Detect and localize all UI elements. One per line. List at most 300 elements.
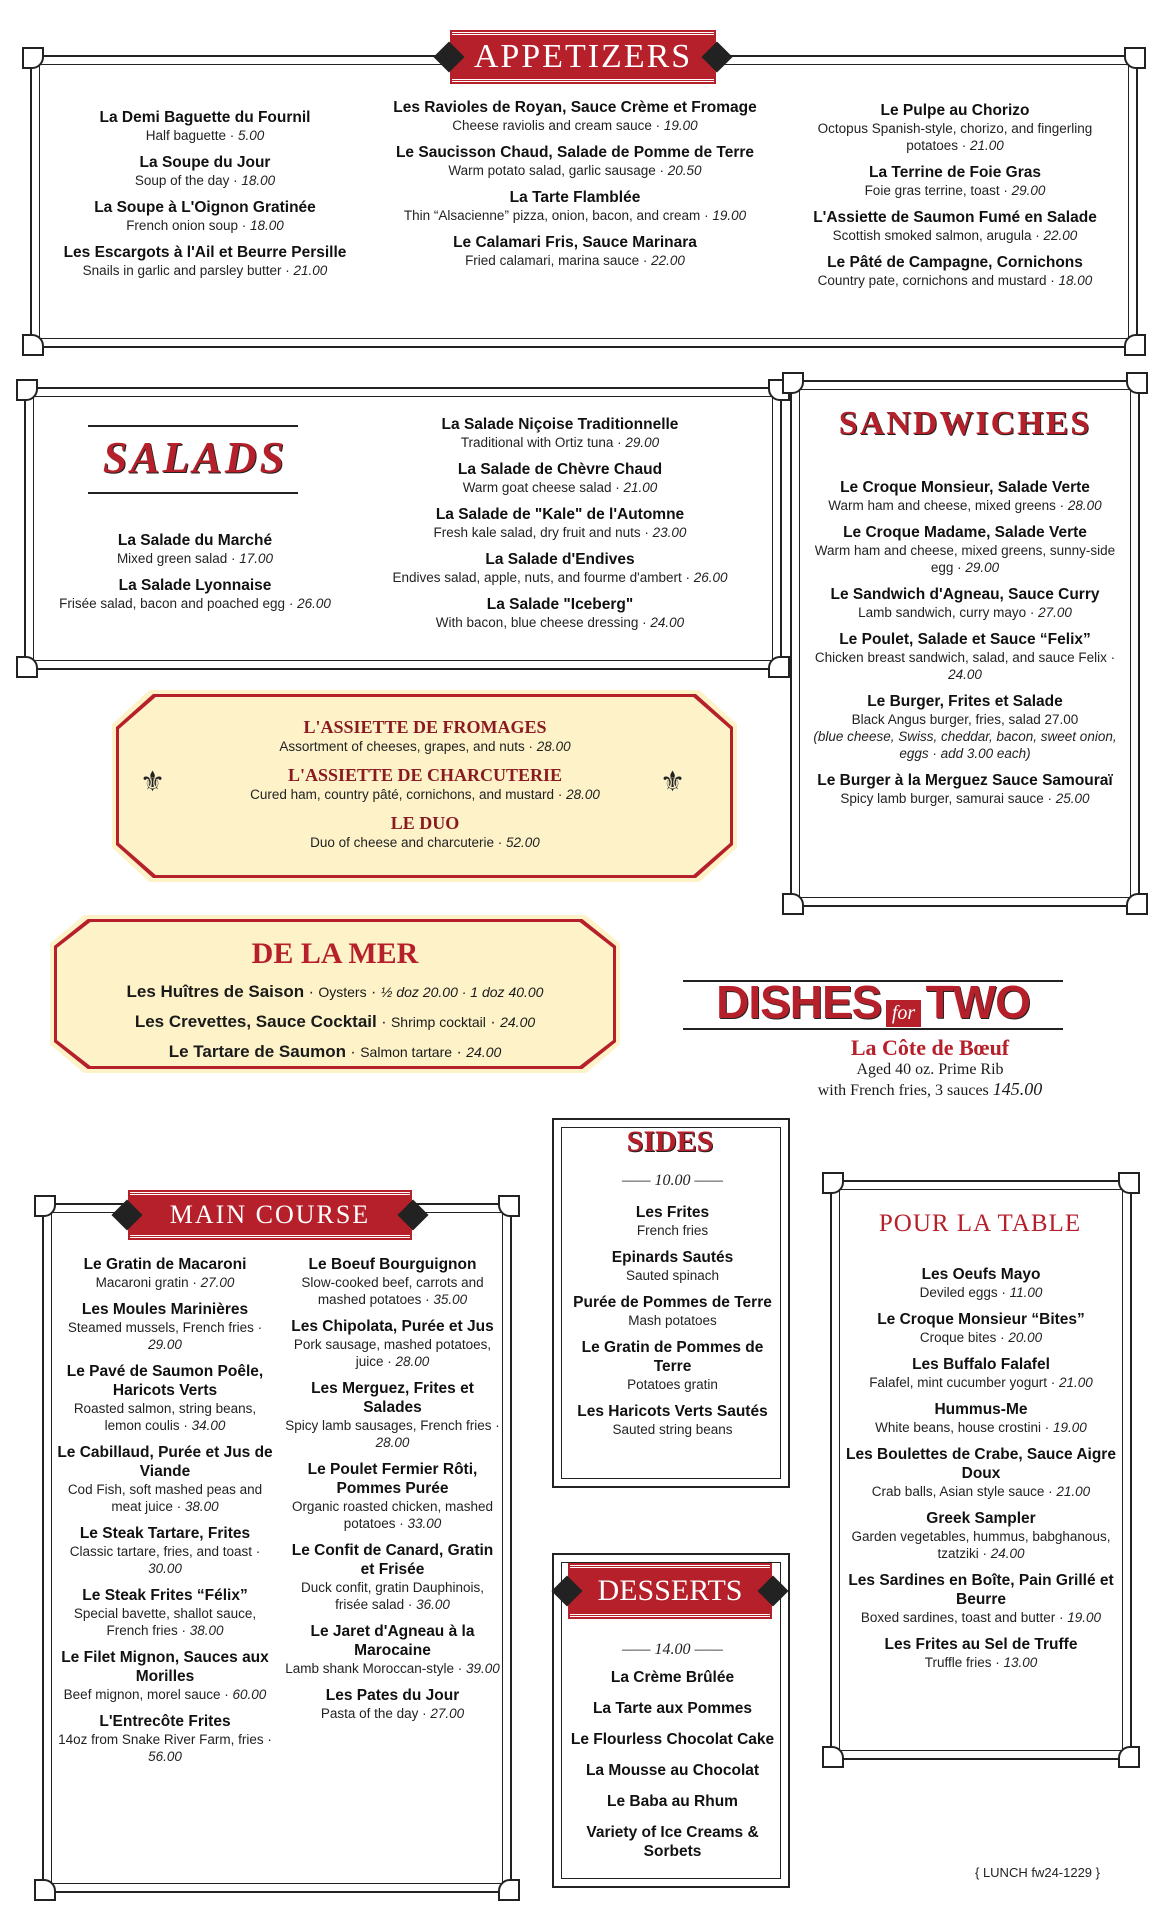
item-desc: French onion soup <box>126 218 239 233</box>
item-desc: Country pate, cornichons and mustard <box>817 273 1047 288</box>
menu-item <box>810 630 1120 683</box>
sides-title: SIDES <box>626 1125 714 1158</box>
item-desc-line: Slow-cooked beef, carrots and mashed potatoes · 35.00 <box>301 1275 484 1307</box>
item-name: Le Pulpe au Chorizo <box>880 102 1030 119</box>
menu-item <box>55 1443 275 1515</box>
item-desc-line: Steamed mussels, French fries · 29.00 <box>67 1320 263 1352</box>
item-desc: Pork sausage, mashed potatoes, juice <box>293 1337 492 1369</box>
item-desc: Cheese raviolis and cream sauce <box>452 118 652 133</box>
item-price: 28.00 <box>1067 498 1102 513</box>
menu-item <box>380 233 770 269</box>
item-price: 19.00 <box>663 118 698 133</box>
sandwiches-list <box>810 478 1120 816</box>
corner-ornament <box>1124 334 1146 356</box>
item-price: 30.00 <box>148 1561 182 1576</box>
item-name: Le Pavé de Saumon Poêle, Haricots Verts <box>66 1363 264 1399</box>
desserts-price: —— 14.00 —— <box>622 1641 723 1658</box>
menu-item <box>565 1203 780 1239</box>
menu-item <box>845 1445 1117 1500</box>
item-desc: Octopus Spanish-style, chorizo, and fingerling potatoes <box>817 121 1093 153</box>
item-desc-line: Warm ham and cheese, mixed greens, sunny-side egg · 29.00 <box>814 543 1116 575</box>
item-desc: Spicy lamb sausages, French fries <box>285 1418 492 1433</box>
item-price: 24.00 <box>990 1546 1025 1561</box>
item-desc: Deviled eggs <box>919 1285 998 1300</box>
dishes-price: 145.00 <box>992 1079 1043 1099</box>
menu-item <box>355 595 765 631</box>
main-course-col-left <box>55 1255 275 1774</box>
item-name: Les Boulettes de Crabe, Sauce Aigre Doux <box>846 1446 1116 1482</box>
item-desc: Falafel, mint cucumber yogurt <box>869 1375 1048 1390</box>
corner-ornament <box>34 1195 56 1217</box>
menu-item <box>790 101 1120 154</box>
sandwiches-title: SANDWICHES <box>838 405 1092 442</box>
item-name: L'ASSIETTE DE FROMAGES <box>303 717 547 737</box>
item-price: 34.00 <box>191 1418 226 1433</box>
item-name: Les Pates du Jour <box>325 1687 460 1704</box>
item-desc: Boxed sardines, toast and butter <box>860 1610 1056 1625</box>
menu-item <box>50 576 340 612</box>
item-price: 24.00 <box>650 615 685 630</box>
item-desc-line: With bacon, blue cheese dressing · 24.00 <box>435 615 685 630</box>
corner-ornament <box>16 379 38 401</box>
appetizers-title: APPETIZERS <box>452 32 714 82</box>
item-price: 27.00 <box>200 1275 235 1290</box>
item-name: Greek Sampler <box>926 1510 1036 1527</box>
item-name: Le Croque Monsieur “Bites” <box>877 1311 1085 1328</box>
item-desc: Soup of the day <box>134 173 230 188</box>
item-price: 21.00 <box>293 263 328 278</box>
item-desc-line: Classic tartare, fries, and toast · 30.00 <box>69 1544 261 1576</box>
item-desc: Endives salad, apple, nuts, and fourme d'ambert <box>392 570 682 585</box>
dishes-desc-2: with French fries, 3 sauces <box>817 1082 989 1099</box>
item-name: Le Baba au Rhum <box>607 1793 738 1810</box>
item-name: La Salade du Marché <box>117 532 273 549</box>
menu-item <box>355 550 765 586</box>
item-desc-line: Crab balls, Asian style sauce · 21.00 <box>871 1484 1091 1499</box>
item-desc-line: Cured ham, country pâté, cornichons, and mustard · 28.00 <box>250 787 600 802</box>
item-desc: Warm ham and cheese, mixed greens, sunny-side egg <box>814 543 1116 575</box>
menu-item <box>845 1635 1117 1671</box>
item-price: 22.00 <box>1043 228 1078 243</box>
item-name: LE DUO <box>390 813 460 833</box>
item-desc: Roasted salmon, string beans, lemon coulis <box>73 1401 257 1433</box>
item-price: 60.00 <box>232 1687 267 1702</box>
corner-ornament <box>782 893 804 915</box>
item-price: 21.00 <box>1056 1484 1091 1499</box>
item-desc-line: Duck confit, gratin Dauphinois, frisée salad · 36.00 <box>300 1580 485 1612</box>
item-name: Le Steak Tartare, Frites <box>79 1525 251 1542</box>
item-name: Le Filet Mignon, Sauces aux Morilles <box>61 1649 269 1685</box>
item-desc-line: Croque bites · 20.00 <box>919 1330 1043 1345</box>
item-name: Le Sandwich d'Agneau, Sauce Curry <box>830 586 1100 603</box>
menu-item <box>565 1248 780 1284</box>
item-name: Les Sardines en Boîte, Pain Grillé et Beurre <box>848 1572 1114 1608</box>
menu-item <box>565 1730 780 1749</box>
item-price: 26.00 <box>693 570 728 585</box>
item-desc: Warm ham and cheese, mixed greens <box>828 498 1056 513</box>
item-desc-line: White beans, house crostini · 19.00 <box>875 1420 1087 1435</box>
item-name: Le Burger à la Merguez Sauce Samouraï <box>817 772 1113 789</box>
menu-item <box>200 764 650 803</box>
item-price: 11.00 <box>1009 1285 1043 1300</box>
item-desc: Beef mignon, morel sauce <box>63 1687 221 1702</box>
item-desc: Duck confit, gratin Dauphinois, frisée salad <box>300 1580 485 1612</box>
item-desc: Lamb shank Moroccan-style <box>285 1661 455 1676</box>
dishes-title-b: TWO <box>925 976 1030 1028</box>
item-desc: Traditional with Ortiz tuna <box>460 435 614 450</box>
corner-ornament <box>1124 47 1146 69</box>
item-desc: Scottish smoked salmon, arugula <box>832 228 1032 243</box>
item-name: Le Saucisson Chaud, Salade de Pomme de Terre <box>395 144 755 161</box>
item-name: La Demi Baguette du Fournil <box>99 109 311 126</box>
item-name: La Mousse au Chocolat <box>585 1762 760 1779</box>
item-price: 24.00 <box>466 1044 502 1060</box>
menu-item <box>810 523 1120 576</box>
footer-code: { LUNCH fw24-1229 } <box>974 1865 1100 1880</box>
item-desc-line: Assortment of cheeses, grapes, and nuts · 28.00 <box>279 739 571 754</box>
item-price: 38.00 <box>189 1623 224 1638</box>
item-desc: Slow-cooked beef, carrots and mashed potatoes <box>301 1275 484 1307</box>
item-price: 56.00 <box>148 1749 182 1764</box>
menu-item <box>50 531 340 567</box>
item-price: 24.00 <box>500 1014 536 1030</box>
menu-item <box>285 1622 500 1677</box>
item-desc-line: Boxed sardines, toast and butter · 19.00 <box>860 1610 1102 1625</box>
item-name: Hummus-Me <box>934 1401 1028 1418</box>
menu-item <box>355 460 765 496</box>
menu-item <box>845 1400 1117 1436</box>
item-name: Le Gratin de Pommes de Terre <box>581 1339 764 1375</box>
appetizers-col-3 <box>790 101 1120 298</box>
item-desc: Organic roasted chicken, mashed potatoes <box>291 1499 494 1531</box>
item-desc: Frisée salad, bacon and poached egg <box>59 596 286 611</box>
corner-ornament <box>16 656 38 678</box>
item-price: 20.00 <box>1008 1330 1043 1345</box>
item-price: 17.00 <box>239 551 274 566</box>
item-desc-line: Special bavette, shallot sauce, French fries · 38.00 <box>73 1606 257 1638</box>
item-desc: Mash potatoes <box>628 1313 717 1328</box>
item-desc: Pasta of the day <box>320 1706 419 1721</box>
menu-item <box>50 108 360 144</box>
corner-ornament <box>768 656 790 678</box>
item-desc-line: Pork sausage, mashed potatoes, juice · 28.00 <box>293 1337 492 1369</box>
item-price: 29.00 <box>625 435 660 450</box>
item-desc: Mixed green salad <box>116 551 228 566</box>
item-price: 22.00 <box>651 253 685 268</box>
item-name: Le Flourless Chocolat Cake <box>570 1731 775 1748</box>
item-name: La Salade de Chèvre Chaud <box>457 461 663 478</box>
item-desc-line: Fresh kale salad, dry fruit and nuts · 23.00 <box>433 525 687 540</box>
item-name: L'ASSIETTE DE CHARCUTERIE <box>287 765 563 785</box>
item-desc: Oysters <box>318 984 367 1000</box>
item-desc-line <box>565 1376 780 1393</box>
item-desc: Cured ham, country pâté, cornichons, and mustard <box>250 787 555 802</box>
item-price: 26.00 <box>297 596 331 611</box>
item-desc: Macaroni gratin <box>95 1275 189 1290</box>
item-price: 21.00 <box>1059 1375 1093 1390</box>
item-price: 20.50 <box>667 163 702 178</box>
menu-item <box>565 1668 780 1687</box>
menu-item <box>355 415 765 451</box>
menu-item <box>50 153 360 189</box>
salads-title: SALADS <box>102 433 288 482</box>
dishes-item-name: La Côte de Bœuf <box>850 1035 1010 1060</box>
item-name: Epinards Sautés <box>611 1249 734 1266</box>
item-desc-line: Soup of the day · 18.00 <box>134 173 276 188</box>
item-price: 29.00 <box>1011 183 1046 198</box>
pour-la-table-title: POUR LA TABLE <box>878 1210 1082 1237</box>
item-price: 25.00 <box>1055 791 1090 806</box>
item-price: 13.00 <box>1003 1655 1038 1670</box>
dishes-desc-1: Aged 40 oz. Prime Rib <box>856 1061 1004 1078</box>
item-name: Le Calamari Fris, Sauce Marinara <box>453 234 697 251</box>
salads-col-left <box>50 531 340 621</box>
item-name: Le Burger, Frites et Salade <box>867 693 1063 710</box>
item-price: 35.00 <box>433 1292 468 1307</box>
item-desc: Potatoes gratin <box>627 1377 718 1392</box>
item-name: Le Poulet Fermier Rôti, Pommes Purée <box>307 1461 478 1497</box>
menu-item <box>810 692 1120 762</box>
corner-ornament <box>1126 372 1148 394</box>
item-price: 5.00 <box>238 128 265 143</box>
item-name: La Soupe du Jour <box>139 154 271 171</box>
item-name: La Tarte aux Pommes <box>592 1700 753 1717</box>
item-price: 29.00 <box>148 1337 182 1352</box>
sides-price: —— 10.00 —— <box>622 1172 723 1189</box>
item-name: La Crème Brûlée <box>610 1669 735 1686</box>
corner-ornament <box>498 1879 520 1901</box>
item-desc-line: Traditional with Ortiz tuna · 29.00 <box>460 435 660 450</box>
menu-item <box>285 1255 500 1308</box>
main-course-title: MAIN COURSE <box>130 1192 410 1238</box>
item-name: Variety of Ice Creams & Sorbets <box>586 1824 759 1860</box>
item-price: 21.00 <box>623 480 658 495</box>
salads-col-right <box>355 415 765 640</box>
item-desc-line: Frisée salad, bacon and poached egg · 26.00 <box>59 596 331 611</box>
item-desc-line: Pasta of the day · 27.00 <box>320 1706 465 1721</box>
corner-ornament <box>22 334 44 356</box>
item-desc: Half baguette <box>145 128 227 143</box>
item-desc-line: Cheese raviolis and cream sauce · 19.00 <box>452 118 698 133</box>
item-price: 27.00 <box>430 1706 465 1721</box>
item-name: Les Escargots à l'Ail et Beurre Persille <box>63 244 347 261</box>
menu-item <box>845 1571 1117 1626</box>
menu-item <box>810 478 1120 514</box>
item-desc: 14oz from Snake River Farm, fries <box>58 1732 264 1747</box>
item-name: Les Oeufs Mayo <box>921 1266 1041 1283</box>
menu-item <box>55 1524 275 1577</box>
dishes-desc-line <box>760 1079 1100 1100</box>
dishes-title-a: DISHES <box>716 976 882 1028</box>
corner-ornament <box>822 1746 844 1768</box>
item-name: Les Huîtres de Saison <box>126 982 305 1001</box>
item-desc: Warm goat cheese salad <box>462 480 612 495</box>
item-name: Le Pâté de Campagne, Cornichons <box>827 254 1083 271</box>
menu-item: Le Tartare de Saumon · Salmon tartare · 24.00 <box>168 1042 502 1061</box>
item-name: Le Boeuf Bourguignon <box>308 1256 477 1273</box>
item-name: Le Cabillaud, Purée et Jus de Viande <box>57 1444 273 1480</box>
item-name: La Salade de "Kale" de l'Automne <box>435 506 685 523</box>
menu-item <box>200 812 650 851</box>
dishes-two-body <box>760 1035 1100 1100</box>
menu-item <box>810 585 1120 621</box>
item-name: Le Poulet, Salade et Sauce “Felix” <box>839 631 1091 648</box>
item-desc: Croque bites <box>919 1330 997 1345</box>
item-price: 28.00 <box>536 739 571 754</box>
item-desc: Lamb sandwich, curry mayo <box>858 605 1027 620</box>
item-price: 21.00 <box>970 138 1004 153</box>
item-price: 39.00 <box>466 1661 500 1676</box>
item-name: Les Frites au Sel de Truffe <box>884 1636 1078 1653</box>
corner-ornament <box>22 47 44 69</box>
menu-item <box>285 1317 500 1370</box>
item-name: Le Jaret d'Agneau à la Marocaine <box>310 1623 475 1659</box>
item-desc-line: Warm ham and cheese, mixed greens · 28.00 <box>828 498 1102 513</box>
item-name: La Soupe à L'Oignon Gratinée <box>94 199 316 216</box>
item-desc-line: Spicy lamb sausages, French fries · 28.00 <box>285 1418 500 1450</box>
item-desc-line: Roasted salmon, string beans, lemon coulis · 34.00 <box>73 1401 257 1433</box>
item-desc-line <box>565 1312 780 1329</box>
item-name: La Salade Niçoise Traditionnelle <box>441 416 679 433</box>
item-desc-line: Organic roasted chicken, mashed potatoes · 33.00 <box>291 1499 494 1531</box>
mer-list <box>70 982 600 1072</box>
item-desc-line <box>810 711 1120 728</box>
item-name: L'Entrecôte Frites <box>99 1713 231 1730</box>
corner-ornament <box>1118 1172 1140 1194</box>
desserts-price-value: 14.00 <box>654 1641 691 1658</box>
menu-item <box>790 163 1120 199</box>
menu-item <box>380 98 770 134</box>
menu-item <box>565 1792 780 1811</box>
item-desc: Crab balls, Asian style sauce <box>871 1484 1045 1499</box>
menu-item <box>55 1586 275 1639</box>
item-desc: Spicy lamb burger, samurai sauce <box>840 791 1044 806</box>
dishes-title-for: for <box>886 1000 921 1027</box>
item-price: 29.00 <box>965 560 1000 575</box>
menu-item: Les Huîtres de Saison · Oysters · ½ doz 20.00 · 1 doz 40.00 <box>126 982 544 1001</box>
item-desc: Chicken breast sandwich, salad, and sauce Felix <box>814 650 1107 665</box>
item-name: Les Crevettes, Sauce Cocktail <box>134 1012 377 1031</box>
item-desc-line: Foie gras terrine, toast · 29.00 <box>864 183 1046 198</box>
item-name: Les Chipolata, Purée et Jus <box>291 1318 494 1335</box>
corner-ornament <box>822 1172 844 1194</box>
item-name: La Salade "Iceberg" <box>486 596 634 613</box>
menu-item <box>380 143 770 179</box>
item-name: Purée de Pommes de Terre <box>573 1294 772 1311</box>
item-price: 19.00 <box>1067 1610 1102 1625</box>
corner-ornament <box>34 1879 56 1901</box>
item-desc: Classic tartare, fries, and toast <box>69 1544 253 1559</box>
menu-item <box>845 1355 1117 1391</box>
item-desc-line: Warm goat cheese salad · 21.00 <box>462 480 658 495</box>
item-price: 24.00 <box>948 667 982 682</box>
item-desc: Foie gras terrine, toast <box>864 183 1000 198</box>
menu-item <box>790 253 1120 289</box>
item-desc-line: Octopus Spanish-style, chorizo, and fingerling potatoes · 21.00 <box>817 121 1093 153</box>
item-name: Le Steak Frites “Félix” <box>82 1587 248 1604</box>
desserts-list <box>565 1668 780 1873</box>
item-desc-line: Falafel, mint cucumber yogurt · 21.00 <box>869 1375 1093 1390</box>
item-name: La Terrine de Foie Gras <box>869 164 1041 181</box>
menu-item <box>565 1402 780 1438</box>
corner-ornament <box>782 372 804 394</box>
item-name: Les Moules Marinières <box>81 1301 249 1318</box>
menu-item <box>810 771 1120 807</box>
item-price: 36.00 <box>416 1597 450 1612</box>
item-desc-line: Chicken breast sandwich, salad, and sauce Felix · 24.00 <box>814 650 1116 682</box>
menu-item <box>285 1379 500 1451</box>
menu-item <box>380 188 770 224</box>
item-desc-line <box>565 1267 780 1284</box>
item-price: 18.00 <box>250 218 284 233</box>
appetizers-col-2 <box>380 98 770 278</box>
sides-price-value: 10.00 <box>654 1172 691 1189</box>
menu-item <box>55 1648 275 1703</box>
corner-ornament <box>498 1195 520 1217</box>
item-desc-line: Thin “Alsacienne” pizza, onion, bacon, and cream · 19.00 <box>403 208 747 223</box>
menu-item <box>55 1255 275 1291</box>
item-desc: Fresh kale salad, dry fruit and nuts <box>433 525 641 540</box>
item-desc-line: Duo of cheese and charcuterie · 52.00 <box>310 835 540 850</box>
item-desc-line: Cod Fish, soft mashed peas and meat juice · 38.00 <box>67 1482 263 1514</box>
menu-item <box>355 505 765 541</box>
menu-item <box>55 1300 275 1353</box>
menu-item <box>845 1509 1117 1562</box>
item-desc: With bacon, blue cheese dressing <box>435 615 639 630</box>
corner-ornament <box>1118 1746 1140 1768</box>
flourish-line <box>88 492 298 494</box>
item-price: 28.00 <box>375 1435 410 1450</box>
item-price: 18.00 <box>241 173 276 188</box>
menu-item <box>50 243 360 279</box>
item-name: Le Gratin de Macaroni <box>83 1256 247 1273</box>
item-name: La Salade Lyonnaise <box>118 577 272 594</box>
menu-item <box>55 1712 275 1765</box>
item-desc-line: Lamb shank Moroccan-style · 39.00 <box>285 1661 500 1676</box>
pour-la-table-list <box>845 1265 1117 1680</box>
item-price: 52.00 <box>506 835 540 850</box>
item-price: 38.00 <box>184 1499 219 1514</box>
item-desc-line: Snails in garlic and parsley butter · 21.00 <box>82 263 328 278</box>
item-desc: Salmon tartare <box>360 1044 453 1060</box>
item-desc: Special bavette, shallot sauce, French fries <box>73 1606 257 1638</box>
menu-item <box>565 1293 780 1329</box>
item-name: Les Haricots Verts Sautés <box>577 1403 768 1420</box>
item-price: 19.00 <box>712 208 747 223</box>
item-name: Les Buffalo Falafel <box>912 1356 1050 1373</box>
item-name: Les Frites <box>635 1204 710 1221</box>
item-price: 18.00 <box>1058 273 1093 288</box>
item-name: Le Croque Monsieur, Salade Verte <box>840 479 1090 496</box>
item-desc-line: Macaroni gratin · 27.00 <box>95 1275 235 1290</box>
item-desc-line <box>565 1421 780 1438</box>
menu-item <box>565 1761 780 1780</box>
main-course-col-right <box>285 1255 500 1731</box>
flourish-line <box>88 425 298 427</box>
item-desc: Sauted string beans <box>612 1422 733 1437</box>
item-desc-line: Truffle fries · 13.00 <box>924 1655 1038 1670</box>
item-name: Le Confit de Canard, Gratin et Frisée <box>291 1542 494 1578</box>
fleur-de-lis-icon: ⚜ <box>140 765 166 798</box>
menu-item <box>565 1823 780 1861</box>
item-desc: Snails in garlic and parsley butter <box>82 263 282 278</box>
item-name: Le Tartare de Saumon <box>168 1042 346 1061</box>
item-price: 27.00 <box>1038 605 1072 620</box>
item-desc-line: Warm potato salad, garlic sausage · 20.50 <box>448 163 702 178</box>
item-price: 28.00 <box>395 1354 430 1369</box>
item-name: L'Assiette de Saumon Fumé en Salade <box>813 209 1097 226</box>
item-desc-line: Garden vegetables, hummus, babghanous, tzatziki · 24.00 <box>851 1529 1111 1561</box>
